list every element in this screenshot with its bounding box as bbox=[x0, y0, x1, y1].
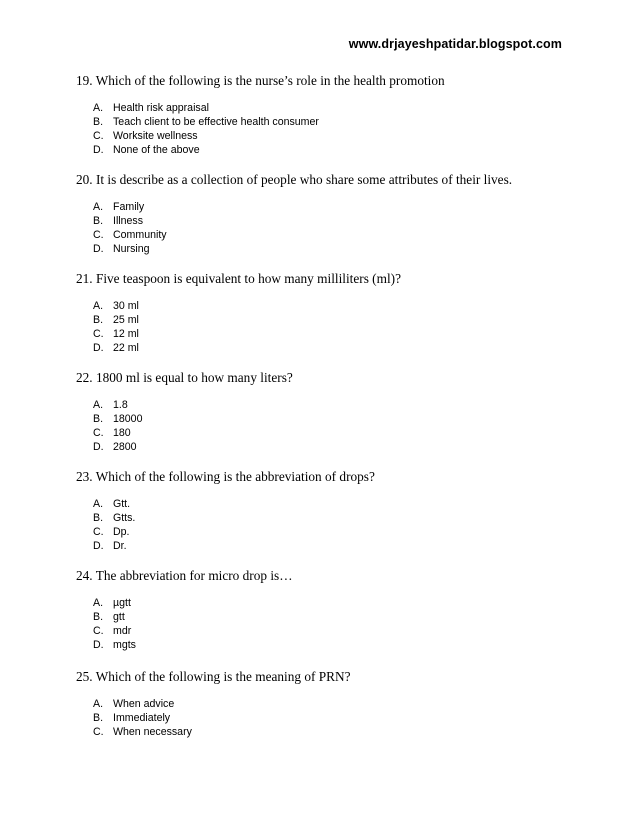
option-text: 12 ml bbox=[113, 328, 139, 340]
question-25 bbox=[76, 669, 576, 739]
option-letter: A. bbox=[93, 597, 104, 609]
option-text: mdr bbox=[113, 625, 132, 637]
option-letter: C. bbox=[93, 726, 104, 738]
option-text: Community bbox=[113, 229, 167, 241]
option-c bbox=[76, 624, 576, 638]
option-d bbox=[76, 638, 576, 652]
option-letter: C. bbox=[93, 328, 104, 340]
question-text: 25. Which of the following is the meaning of PRN? bbox=[76, 669, 351, 684]
option-text: µgtt bbox=[113, 597, 131, 609]
option-a bbox=[76, 596, 576, 610]
option-text: 25 ml bbox=[113, 314, 139, 326]
option-letter: B. bbox=[93, 611, 104, 623]
option-letter: A. bbox=[93, 698, 104, 710]
option-letter: C. bbox=[93, 625, 104, 637]
options-list bbox=[76, 398, 576, 454]
option-d bbox=[76, 539, 576, 553]
option-letter: D. bbox=[93, 342, 104, 354]
option-a bbox=[76, 697, 576, 711]
options-list bbox=[76, 101, 576, 157]
option-text: Health risk appraisal bbox=[113, 102, 209, 114]
option-c bbox=[76, 327, 576, 341]
option-text: Gtts. bbox=[113, 512, 136, 524]
option-d bbox=[76, 242, 576, 256]
option-letter: B. bbox=[93, 314, 104, 326]
question-text: 20. It is describe as a collection of people who share some attributes of their lives. bbox=[76, 172, 513, 187]
option-letter: B. bbox=[93, 712, 104, 724]
option-text: Dp. bbox=[113, 526, 130, 538]
option-letter: A. bbox=[93, 102, 104, 114]
option-letter: D. bbox=[93, 144, 104, 156]
question-19 bbox=[76, 73, 576, 157]
option-text: 18000 bbox=[113, 413, 143, 425]
option-b bbox=[76, 115, 576, 129]
option-text: 30 ml bbox=[113, 300, 139, 312]
option-d bbox=[76, 143, 576, 157]
option-letter: A. bbox=[93, 300, 104, 312]
option-letter: C. bbox=[93, 526, 104, 538]
question-24 bbox=[76, 568, 576, 652]
option-c bbox=[76, 725, 576, 739]
options-list bbox=[76, 497, 576, 553]
option-letter: A. bbox=[93, 399, 104, 411]
options-list bbox=[76, 596, 576, 652]
options-list bbox=[76, 200, 576, 256]
option-letter: B. bbox=[93, 215, 104, 227]
option-b bbox=[76, 412, 576, 426]
option-c bbox=[76, 525, 576, 539]
option-text: Teach client to be effective health consumer bbox=[113, 116, 319, 128]
option-text: 1.8 bbox=[113, 399, 128, 411]
option-b bbox=[76, 711, 576, 725]
option-letter: C. bbox=[93, 130, 104, 142]
option-a bbox=[76, 299, 576, 313]
header-url: www.drjayeshpatidar.blogspot.com bbox=[348, 37, 562, 51]
option-text: Family bbox=[113, 201, 145, 213]
option-c bbox=[76, 426, 576, 440]
question-23 bbox=[76, 469, 576, 553]
option-letter: A. bbox=[93, 201, 104, 213]
option-letter: B. bbox=[93, 512, 104, 524]
option-b bbox=[76, 214, 576, 228]
option-a bbox=[76, 497, 576, 511]
option-d bbox=[76, 440, 576, 454]
question-text: 19. Which of the following is the nurse’s role in the health promotion bbox=[76, 73, 445, 88]
question-22 bbox=[76, 370, 576, 454]
option-c bbox=[76, 228, 576, 242]
option-a bbox=[76, 101, 576, 115]
option-letter: C. bbox=[93, 229, 104, 241]
option-text: Illness bbox=[113, 215, 144, 227]
option-letter: A. bbox=[93, 498, 104, 510]
option-c bbox=[76, 129, 576, 143]
option-b bbox=[76, 313, 576, 327]
option-text: 2800 bbox=[113, 441, 137, 453]
option-b bbox=[76, 610, 576, 624]
option-letter: D. bbox=[93, 540, 104, 552]
question-text: 24. The abbreviation for micro drop is… bbox=[76, 568, 293, 583]
option-letter: B. bbox=[93, 116, 104, 128]
option-text: 22 ml bbox=[113, 342, 139, 354]
option-a bbox=[76, 200, 576, 214]
option-text: When necessary bbox=[113, 726, 192, 738]
option-d bbox=[76, 341, 576, 355]
option-text: None of the above bbox=[113, 144, 200, 156]
options-list bbox=[76, 697, 576, 739]
option-text: gtt bbox=[113, 611, 125, 623]
option-a bbox=[76, 398, 576, 412]
question-list bbox=[76, 73, 576, 754]
option-text: Nursing bbox=[113, 243, 150, 255]
option-text: 180 bbox=[113, 427, 131, 439]
option-text: Worksite wellness bbox=[113, 130, 198, 142]
option-letter: D. bbox=[93, 243, 104, 255]
option-letter: C. bbox=[93, 427, 104, 439]
option-letter: B. bbox=[93, 413, 104, 425]
option-letter: D. bbox=[93, 441, 104, 453]
question-21 bbox=[76, 271, 576, 355]
question-text: 21. Five teaspoon is equivalent to how many milliliters (ml)? bbox=[76, 271, 401, 286]
option-text: When advice bbox=[113, 698, 175, 710]
option-b bbox=[76, 511, 576, 525]
option-text: mgts bbox=[113, 639, 136, 651]
question-text: 23. Which of the following is the abbreviation of drops? bbox=[76, 469, 375, 484]
question-text: 22. 1800 ml is equal to how many liters? bbox=[76, 370, 293, 385]
option-text: Gtt. bbox=[113, 498, 131, 510]
options-list bbox=[76, 299, 576, 355]
option-text: Immediately bbox=[113, 712, 171, 724]
option-letter: D. bbox=[93, 639, 104, 651]
option-text: Dr. bbox=[113, 540, 127, 552]
question-20 bbox=[76, 172, 576, 256]
